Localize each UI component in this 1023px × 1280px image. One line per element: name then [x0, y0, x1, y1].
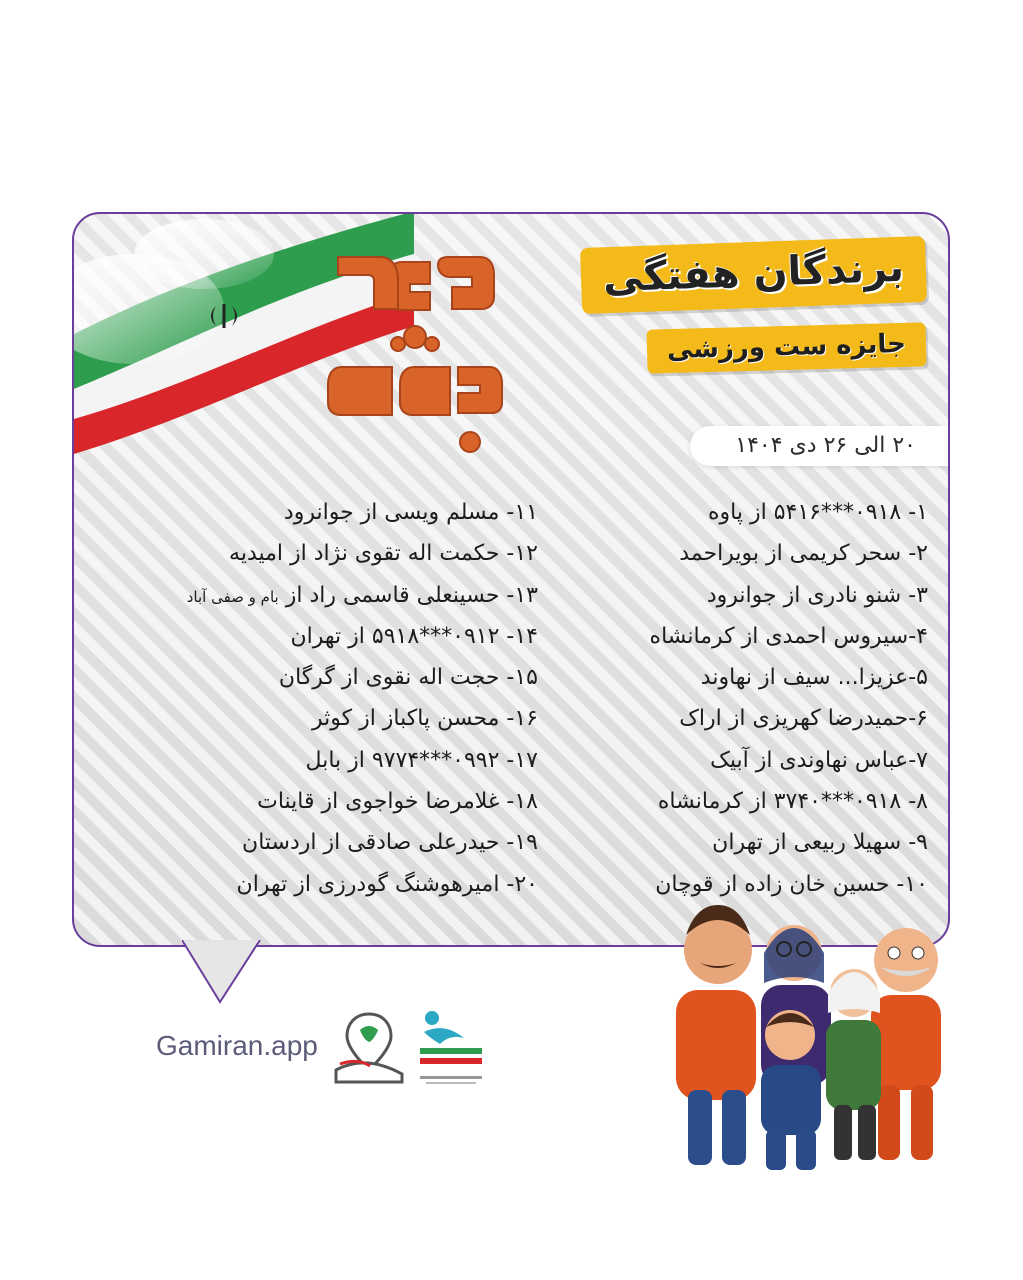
winners-list-1-10	[568, 492, 928, 905]
page-title: برندگان هفتگی	[580, 236, 927, 314]
family-characters-icon	[666, 905, 956, 1180]
gamiran-brand-text: Gamiran.app	[156, 1030, 318, 1061]
date-range-badge: ۲۰ الی ۲۶ دی ۱۴۰۴	[690, 426, 948, 466]
list-item: ۳- شنو نادری از جوانرود	[706, 582, 928, 608]
list-item: ۱۴- ۰۹۱۲***۵۹۱۸ از تهران	[290, 623, 538, 649]
list-item: ۱۷- ۰۹۹۲***۹۷۷۴ از بابل	[305, 747, 538, 773]
winners-card	[72, 212, 950, 947]
list-item: ۱۸- غلامرضا خواجوی از قاینات	[257, 789, 538, 815]
ministry-logo-icon	[410, 1004, 492, 1096]
list-item: ۲۰- امیرهوشنگ گودرزی از تهران	[236, 871, 538, 897]
list-item: ۱۶- محسن پاکباز از کوثر	[311, 706, 538, 732]
list-item: ۱۰- حسین خان زاده از قوچان	[655, 871, 928, 897]
list-item: ۱۲- حکمت اله تقوی نژاد از امیدیه	[229, 541, 538, 567]
winner-13-place: بام و صفی آباد	[186, 587, 279, 606]
winners-list-11-20	[72, 492, 538, 905]
list-item: ۹- سهیلا ربیعی از تهران	[712, 830, 928, 856]
list-item: ۸- ۰۹۱۸***۳۷۴۰ از کرمانشاه	[657, 789, 928, 815]
list-item: ۲- سحر کریمی از بویراحمد	[679, 541, 928, 567]
list-item: ۷-عباس نهاوندی از آبیک	[710, 747, 928, 773]
list-item: ۱- ۰۹۱۸***۵۴۱۶ از پاوه	[708, 500, 928, 525]
list-item: ۱۵- حجت اله نقوی از گرگان	[278, 665, 538, 691]
list-item	[72, 575, 538, 616]
list-item: ۱۹- حیدرعلی صادقی از اردستان	[242, 830, 538, 856]
page-subtitle: جایزه ست ورزشی	[647, 322, 927, 373]
list-item: ۱۱- مسلم ویسی از جوانرود	[283, 500, 538, 525]
list-item: ۶-حمیدرضا کهریزی از اراک	[679, 706, 928, 732]
chahar-jomeh-logo	[320, 232, 510, 462]
winner-13-name: ۱۳- حسینعلی قاسمی راد از	[285, 582, 538, 608]
list-item: ۴-سیروس احمدی از کرمانشاه	[649, 623, 928, 649]
list-item: ۵-عزیزا... سیف از نهاوند	[700, 665, 928, 691]
gamiran-shoe-logo-icon	[328, 1008, 410, 1092]
